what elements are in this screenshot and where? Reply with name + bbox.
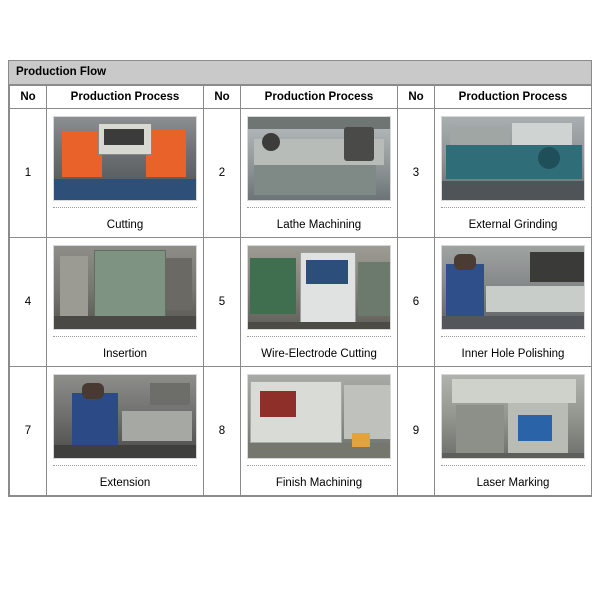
process-cell — [47, 109, 204, 238]
table-row — [10, 367, 592, 496]
divider — [53, 465, 197, 466]
divider — [247, 336, 391, 337]
row-number: 7 — [10, 367, 47, 496]
laser-marking-photo — [441, 374, 585, 459]
cutting-photo — [53, 116, 197, 201]
flow-table — [9, 85, 592, 496]
table-row — [10, 238, 592, 367]
divider — [441, 207, 585, 208]
finish-machining-photo — [247, 374, 391, 459]
process-cell — [241, 367, 398, 496]
row-number: 2 — [204, 109, 241, 238]
production-flow-table — [8, 60, 592, 497]
divider — [247, 207, 391, 208]
external-grinding-photo — [441, 116, 585, 201]
process-cell — [435, 109, 592, 238]
header-process-3: Production Process — [435, 86, 592, 109]
process-caption: Lathe Machining — [276, 219, 362, 231]
header-no-2: No — [204, 86, 241, 109]
divider — [53, 207, 197, 208]
process-cell — [435, 367, 592, 496]
header-process-1: Production Process — [47, 86, 204, 109]
table-title: Production Flow — [9, 61, 591, 85]
process-cell — [47, 238, 204, 367]
table-row — [10, 109, 592, 238]
divider — [53, 336, 197, 337]
row-number: 1 — [10, 109, 47, 238]
row-number: 5 — [204, 238, 241, 367]
row-number: 8 — [204, 367, 241, 496]
header-no-1: No — [10, 86, 47, 109]
process-caption: Finish Machining — [275, 477, 363, 489]
process-cell — [47, 367, 204, 496]
row-number: 4 — [10, 238, 47, 367]
divider — [247, 465, 391, 466]
insertion-photo — [53, 245, 197, 330]
process-caption: Extension — [99, 477, 151, 489]
lathe-machining-photo — [247, 116, 391, 201]
row-number: 6 — [398, 238, 435, 367]
extension-photo — [53, 374, 197, 459]
divider — [441, 465, 585, 466]
header-no-3: No — [398, 86, 435, 109]
header-process-2: Production Process — [241, 86, 398, 109]
process-caption: Insertion — [102, 348, 148, 360]
row-number: 3 — [398, 109, 435, 238]
process-caption: Inner Hole Polishing — [461, 348, 565, 360]
process-caption: Wire-Electrode Cutting — [261, 348, 377, 360]
table-header-row — [10, 86, 592, 109]
row-number: 9 — [398, 367, 435, 496]
process-caption: External Grinding — [468, 219, 558, 231]
wire-electrode-cutting-photo — [247, 245, 391, 330]
process-cell — [241, 238, 398, 367]
inner-hole-polishing-photo — [441, 245, 585, 330]
process-caption: Cutting — [106, 219, 144, 231]
process-caption: Laser Marking — [476, 477, 550, 489]
divider — [441, 336, 585, 337]
process-cell — [435, 238, 592, 367]
process-cell — [241, 109, 398, 238]
